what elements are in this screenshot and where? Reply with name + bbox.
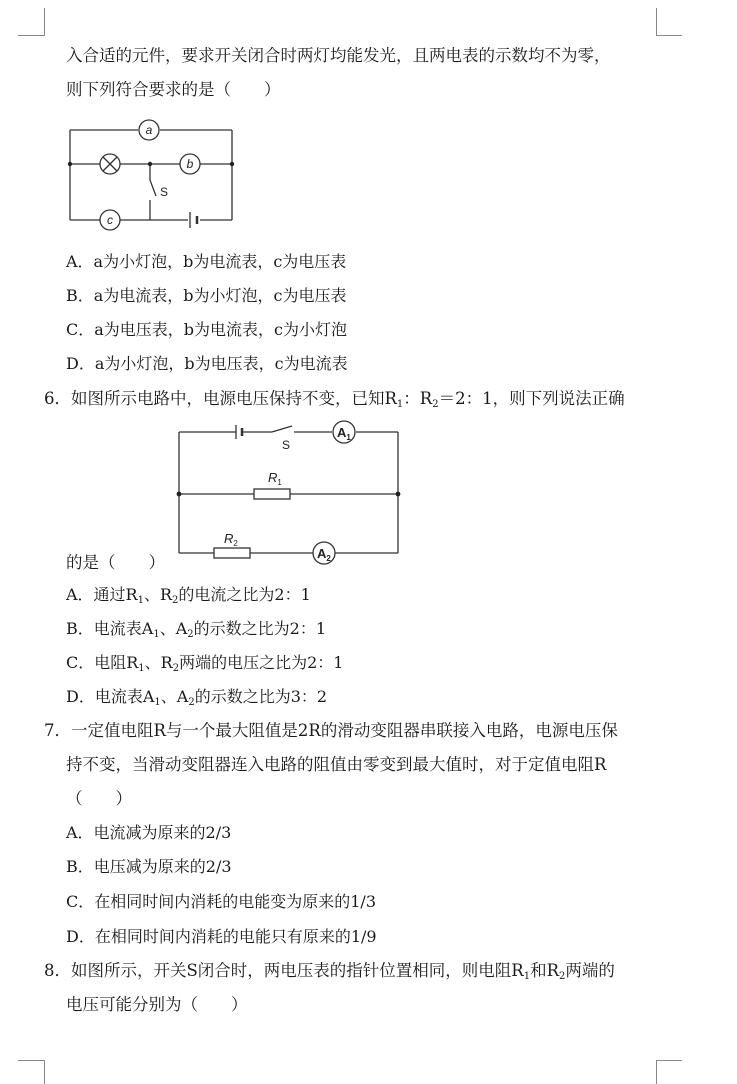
- q6-option-a-text2: 、R: [143, 585, 173, 604]
- q5-label-switch: S: [160, 185, 169, 199]
- corner-mark-bl-v: [44, 1060, 45, 1084]
- q6-option-b: [66, 618, 326, 646]
- q5-label-c: c: [107, 213, 113, 227]
- q6-option-c-sub1: 1: [138, 663, 145, 674]
- q6-option-c-text2: 、R: [144, 653, 173, 672]
- q6-stem-part3: ＝2：1，则下列说法正确: [438, 389, 625, 408]
- q6-stem-line2: 的是（ ）: [66, 553, 165, 572]
- q8-stem-text2: 和R: [530, 961, 560, 980]
- corner-mark-br-v: [656, 1060, 657, 1084]
- q8-stem-text1: 8．如图所示，开关S闭合时，两电压表的指针位置相同，则电阻R: [44, 961, 524, 980]
- q5-label-a: a: [145, 123, 153, 137]
- q6-label-r1: $R_1$: [268, 470, 282, 487]
- q6-option-b-text3: 的示数之比为2：1: [193, 619, 327, 638]
- q5-stem-line2: 则下列符合要求的是（ ）: [66, 80, 281, 99]
- q5-label-b: b: [186, 157, 194, 171]
- q6-stem-part2: ：R: [403, 389, 433, 408]
- q6-stem-line1: [44, 388, 625, 416]
- q6-label-a1: $A_1$: [337, 425, 351, 442]
- q7-stem-line3: （ ）: [66, 789, 132, 808]
- q5-circuit-diagram: [62, 116, 242, 236]
- q6-option-a-sub1: 1: [137, 595, 144, 606]
- q7-stem-line1: 7．一定值电阻R与一个最大阻值是2R的滑动变阻器串联接入电路，电源电压保: [44, 721, 618, 740]
- q6-stem-sub1: 1: [396, 399, 404, 410]
- q5-option-d: D．a为小灯泡，b为电压表，c为电流表: [66, 354, 348, 373]
- q6-option-b-text1: B．电流表A: [66, 619, 154, 638]
- q6-option-a-text1: A．通过R: [66, 585, 138, 604]
- q6-option-d-sub2: 2: [188, 697, 195, 708]
- q6-option-a: [66, 584, 311, 612]
- q6-stem-part1: 6．如图所示电路中，电源电压保持不变，已知R: [44, 389, 397, 408]
- q6-option-c: [66, 652, 343, 680]
- q6-circuit-diagram: [174, 422, 404, 562]
- q6-option-c-sub2: 2: [172, 663, 180, 674]
- q6-resistor-r2: [214, 548, 250, 558]
- q6-option-b-sub1: 1: [153, 629, 160, 640]
- q6-option-d-text2: 、A: [160, 687, 189, 706]
- q8-stem-sub2: 2: [559, 971, 566, 982]
- q5-option-b: B．a为电流表，b为小灯泡，c为电压表: [66, 286, 347, 305]
- q8-stem-text3: 两端的: [565, 961, 615, 980]
- q6-option-d-text3: 的示数之比为3：2: [194, 687, 328, 706]
- q8-stem-line2: 电压可能分别为（ ）: [66, 995, 248, 1014]
- q6-option-d: [66, 686, 327, 714]
- q6-label-a2: $A_2$: [317, 546, 331, 563]
- q6-option-a-text3: 的电流之比为2：1: [178, 585, 311, 604]
- q6-label-r2: $R_2$: [224, 531, 238, 548]
- q6-option-a-sub2: 2: [172, 595, 179, 606]
- corner-mark-br-h: [656, 1060, 682, 1061]
- q6-option-c-text3: 两端的电压之比为2：1: [179, 653, 344, 672]
- corner-mark-bl-h: [18, 1060, 44, 1061]
- q5-stem-line1: 入合适的元件，要求开关闭合时两灯均能发光，且两电表的示数均不为零，: [66, 46, 611, 65]
- q6-option-b-sub2: 2: [187, 629, 194, 640]
- q8-stem-line1: [44, 960, 615, 988]
- q6-label-switch: S: [282, 438, 291, 452]
- q5-option-a: A．a为小灯泡，b为电流表，c为电压表: [66, 252, 347, 271]
- q7-option-c: C．在相同时间内消耗的电能变为原来的1/3: [66, 892, 376, 911]
- q6-option-b-text2: 、A: [159, 619, 188, 638]
- q5-option-c: C．a为电压表，b为电流表，c为小灯泡: [66, 320, 347, 339]
- q6-resistor-r1: [254, 489, 290, 499]
- q6-stem-sub2: 2: [432, 399, 439, 410]
- q6-option-d-text1: D．电流表A: [66, 687, 155, 706]
- corner-mark-tl-v: [44, 8, 45, 36]
- q6-option-c-text1: C．电阻R: [66, 653, 139, 672]
- corner-mark-tr-v: [656, 8, 657, 36]
- q7-option-d: D．在相同时间内消耗的电能只有原来的1/9: [66, 927, 377, 946]
- corner-mark-tr-h: [656, 35, 682, 36]
- q7-stem-line2: 持不变，当滑动变阻器连入电路的阻值由零变到最大值时，对于定值电阻R: [66, 755, 607, 774]
- q8-stem-sub1: 1: [523, 971, 531, 982]
- q6-option-d-sub1: 1: [154, 697, 161, 708]
- corner-mark-tl-h: [18, 35, 44, 36]
- q7-option-b: B．电压减为原来的2/3: [66, 857, 232, 876]
- q7-option-a: A．电流减为原来的2/3: [66, 823, 232, 842]
